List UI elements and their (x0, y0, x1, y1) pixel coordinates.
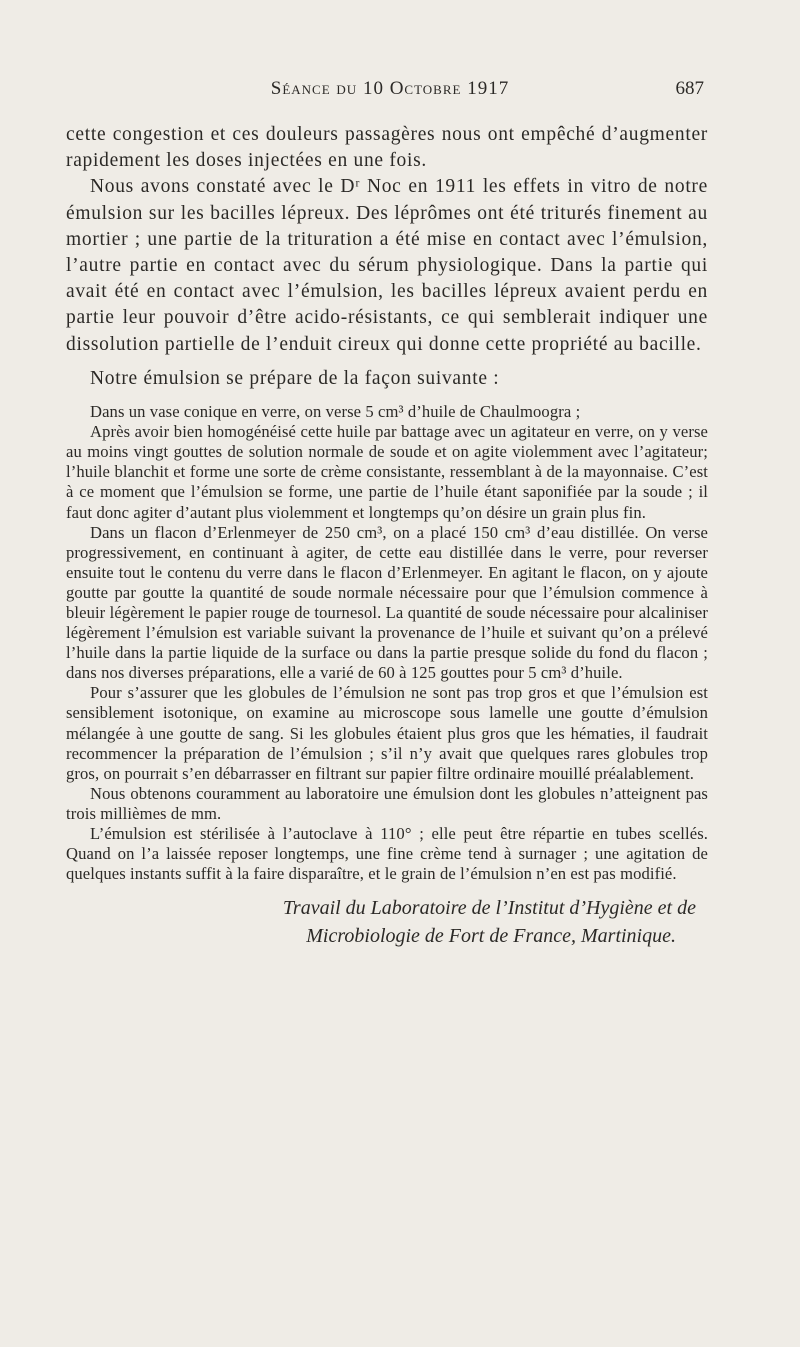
running-head: Séance du 10 Octobre 1917 (270, 78, 510, 99)
preparation-intro: Notre émulsion se prépare de la façon suivante : (90, 367, 500, 389)
small-paragraph: L’émulsion est stérilisée à l’autoclave à 110° ; elle peut être répartie en tubes scellés. Quand on l’a laissée reposer longtemps, une fine crème tend à surnager ; une agitation de quelques instants suffit à la faire disparaître, et le grain de l’émulsion n’en est pas modifié. (66, 824, 708, 884)
small-paragraph: Nous obtenons couramment au laboratoire une émulsion dont les globules n’atteignent pas trois millièmes de mm. (66, 783, 708, 823)
small-paragraph: Dans un flacon d’Erlenmeyer de 250 cm³, on a placé 150 cm³ d’eau distillée. On verse progressivement, en continuant à agiter, de cette eau distillée dans le verre, pour reverser ensuite tout le contenu du verre dans le flacon d’Erlenmeyer. En agitant le flacon, on y ajoute goutte par goutte la quantité de soude normale nécessaire pour que l’émulsion commence à bleuir légèrement le papier rouge de tournesol. La quantité de soude nécessaire pour alcaliniser légèrement l’émulsion est variable suivant la provenance de l’huile et suivant qu’on a prélevé l’huile dans la partie liquide de la surface ou dans la partie presque solide du fond du flacon ; dans nos diverses préparations, elle a varié de 60 à 125 gouttes pour 5 cm³ d’huile. (66, 522, 708, 683)
signature-line-2: Microbiologie de Fort de France, Martinique. (306, 925, 676, 948)
signature-line-1: Travail du Laboratoire de l’Institut d’Hygiène et de (282, 897, 696, 920)
signature-block (66, 894, 708, 950)
paragraph: Nous avons constaté avec le Dʳ Noc en 1911 les effets in vitro de notre émulsion sur les bacilles lépreux. Des léprômes ont été triturés finement au mortier ; une partie de la trituration a été mise en contact avec l’émulsion, l’autre partie en contact avec du sérum physiologique. Dans la partie qui avait été en contact avec l’émulsion, les bacilles lépreux avaient perdu en partie leur pouvoir d’être acido-résistants, ce qui semblerait indiquer une dissolution partielle de l’enduit cireux qui donne cette propriété au bacille. (66, 176, 708, 355)
page-header (70, 78, 710, 108)
body-text (66, 122, 708, 950)
small-paragraph: Pour s’assurer que les globules de l’émulsion ne sont pas trop gros et que l’émulsion est sensiblement isotonique, on examine au microscope sous lamelle une goutte d’émulsion mélangée à une goutte de sang. Si les globules étaient plus gros que les hématies, il faudrait recommencer la préparation de l’émulsion ; s’il n’y avait que quelques rares globules trop gros, on pourrait s’en débarrasser en filtrant sur papier filtre ordinaire mouillé préalablement. (66, 683, 708, 783)
small-paragraph: Après avoir bien homogénéisé cette huile par battage avec un agitateur en verre, on y verse au moins vingt gouttes de solution normale de soude et on agite violemment avec l’agitateur; l’huile blanchit et forme une sorte de crème consistante, ressemblant à de la mayonnaise. C’est à ce moment que l’émulsion se forme, une partie de l’huile étant saponifiée par la soude ; il faut donc agiter d’autant plus violemment et longtemps qu’on désire un grain plus fin. (66, 422, 708, 522)
page-number: 687 (675, 78, 704, 99)
small-paragraph: Dans un vase conique en verre, on verse 5 cm³ d’huile de Chaulmoogra ; (90, 402, 581, 422)
paragraph: cette congestion et ces douleurs passagères nous ont empêché d’augmenter rapidement les doses injectées en une fois. (66, 124, 708, 172)
